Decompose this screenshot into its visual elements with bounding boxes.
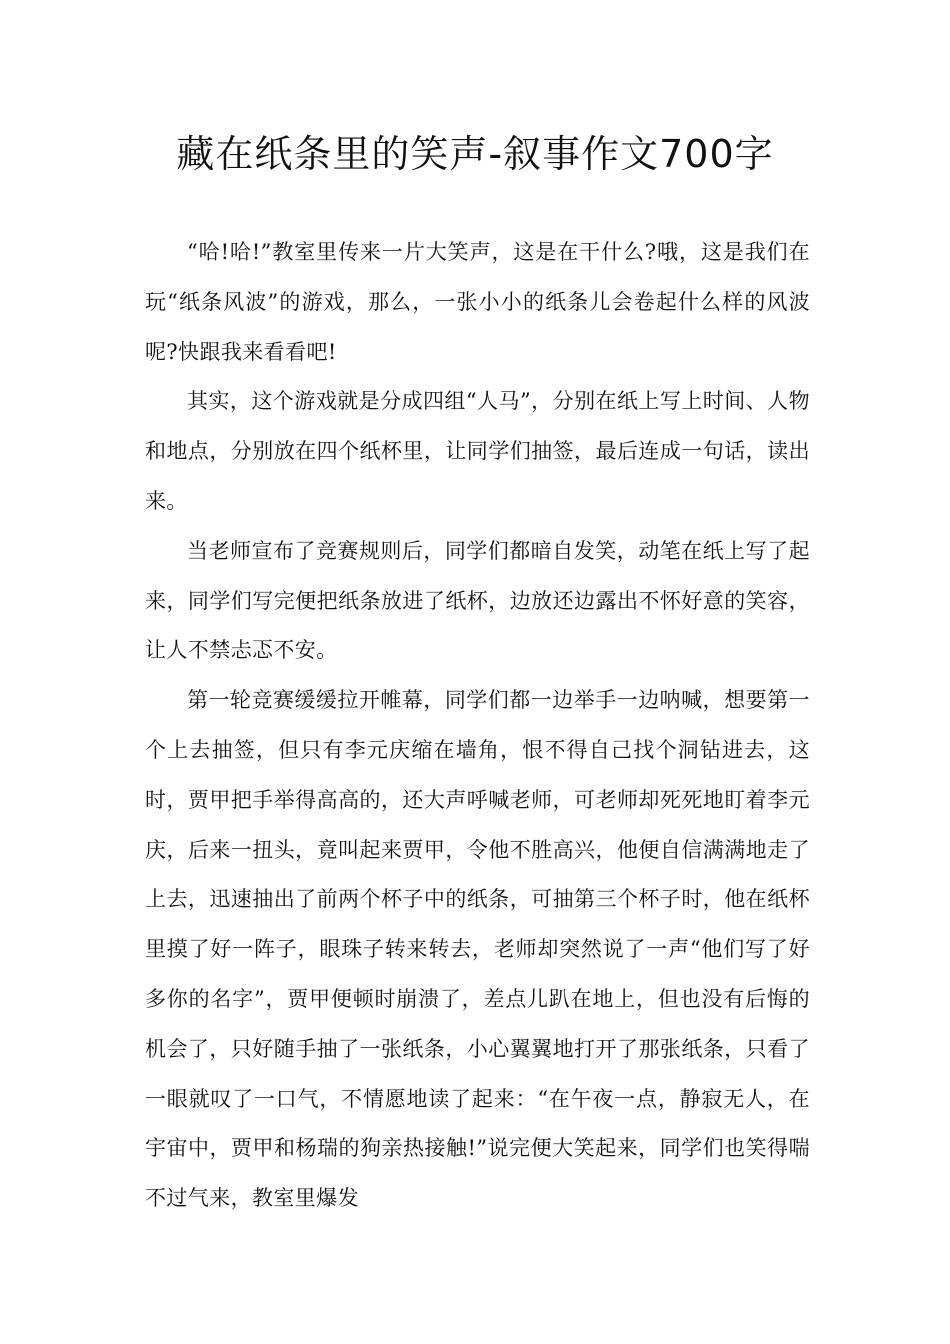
paragraph-3: 当老师宣布了竞赛规则后，同学们都暗自发笑，动笔在纸上写了起来，同学们写完便把纸条放进了纸杯，边放还边露出不怀好意的笑容，让人不禁忐忑不安。 bbox=[145, 538, 810, 663]
document-title: 藏在纸条里的笑声-叙事作文700字 bbox=[176, 132, 774, 176]
paragraph-1: “哈!哈!”教室里传来一片大笑声，这是在干什么?哦，这是我们在玩“纸条风波”的游戏，那么，一张小小的纸条儿会卷起什么样的风波呢?快跟我来看看吧! bbox=[145, 240, 810, 364]
paragraph-2: 其实，这个游戏就是分成四组“人马”，分别在纸上写上时间、人物和地点，分别放在四个纸杯里，让同学们抽签，最后连成一句话，读出来。 bbox=[145, 389, 810, 513]
paragraph-4: 第一轮竞赛缓缓拉开帷幕，同学们都一边举手一边呐喊，想要第一个上去抽签，但只有李元庆缩在墙角，恨不得自己找个洞钻进去，这时，贾甲把手举得高高的，还大声呼喊老师，可老师却死死地盯着李元庆，后来一扭头，竟叫起来贾甲，令他不胜高兴，他便自信满满地走了上去，迅速抽出了前两个杯子中的纸条，可抽第三个杯子时，他在纸杯里摸了好一阵子，眼珠子转来转去，老师却突然说了一声“他们写了好多你的名字”，贾甲便顿时崩溃了，差点儿趴在地上，但也没有后悔的机会了，只好随手抽了一张纸条，小心翼翼地打开了那张纸条，只看了一眼就叹了一口气，不情愿地读了起来：“在午夜一点，静寂无人，在宇宙中，贾甲和杨瑞的狗亲热接触!”说完便大笑起来，同学们也笑得喘不过气来，教室里爆发 bbox=[145, 688, 810, 1211]
document-body bbox=[145, 228, 810, 1224]
